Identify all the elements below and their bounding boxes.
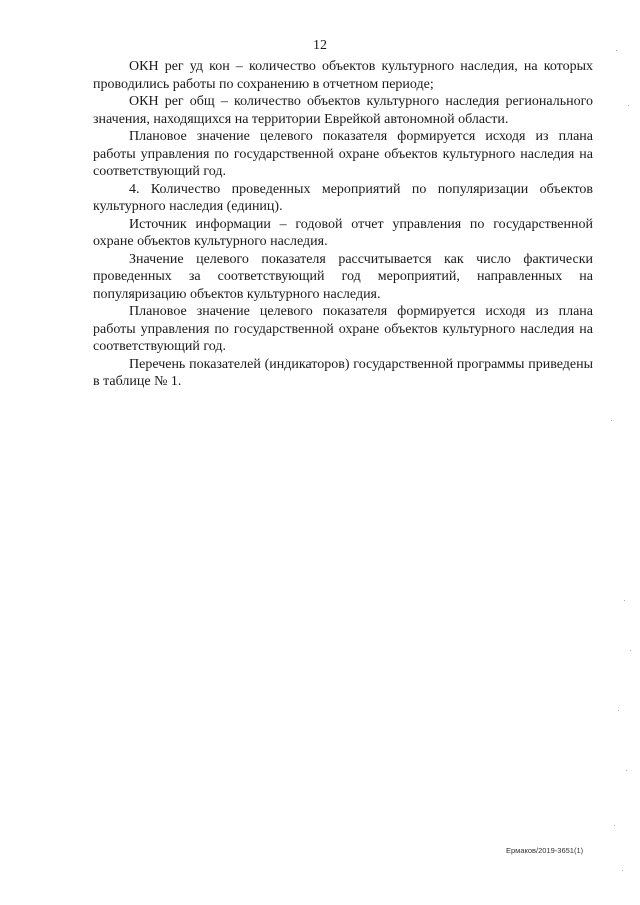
paragraph-planned-value-1: Плановое значение целевого показателя формируется исходя из плана работы управления по государственной охране объектов культурного наследия на соответствующий год. — [93, 129, 593, 179]
paragraph-info-source: Источник информации – годовой отчет управления по государственной охране объектов культурного наследия. — [93, 216, 593, 249]
paragraph-planned-value-2: Плановое значение целевого показателя формируется исходя из плана работы управления по государственной охране объектов культурного наследия на соответствующий год. — [93, 304, 593, 354]
document-body — [93, 58, 593, 391]
document-footer-code: Ермаков/2019-3651(1) — [506, 846, 584, 855]
page-number: 12 — [313, 38, 327, 53]
paragraph-okn-reg-ud-kon: ОКН рег уд кон – количество объектов культурного наследия, на которых проводились работы по сохранению в отчетном периоде; — [93, 59, 593, 92]
paragraph-indicator-4: 4. Количество проведенных мероприятий по популяризации объектов культурного наследия (единиц). — [93, 181, 593, 214]
paragraph-okn-reg-obsh: ОКН рег общ – количество объектов культурного наследия регионального значения, находящихся на территории Еврейкой автономной области. — [93, 94, 593, 127]
scan-noise-marks — [606, 10, 636, 900]
paragraph-value-calculation: Значение целевого показателя рассчитывается как число фактически проведенных за соответствующий год мероприятий, направленных на популяризацию объектов культурного наследия. — [93, 251, 593, 302]
paragraph-indicators-list: Перечень показателей (индикаторов) государственной программы приведены в таблице № 1. — [93, 356, 593, 389]
